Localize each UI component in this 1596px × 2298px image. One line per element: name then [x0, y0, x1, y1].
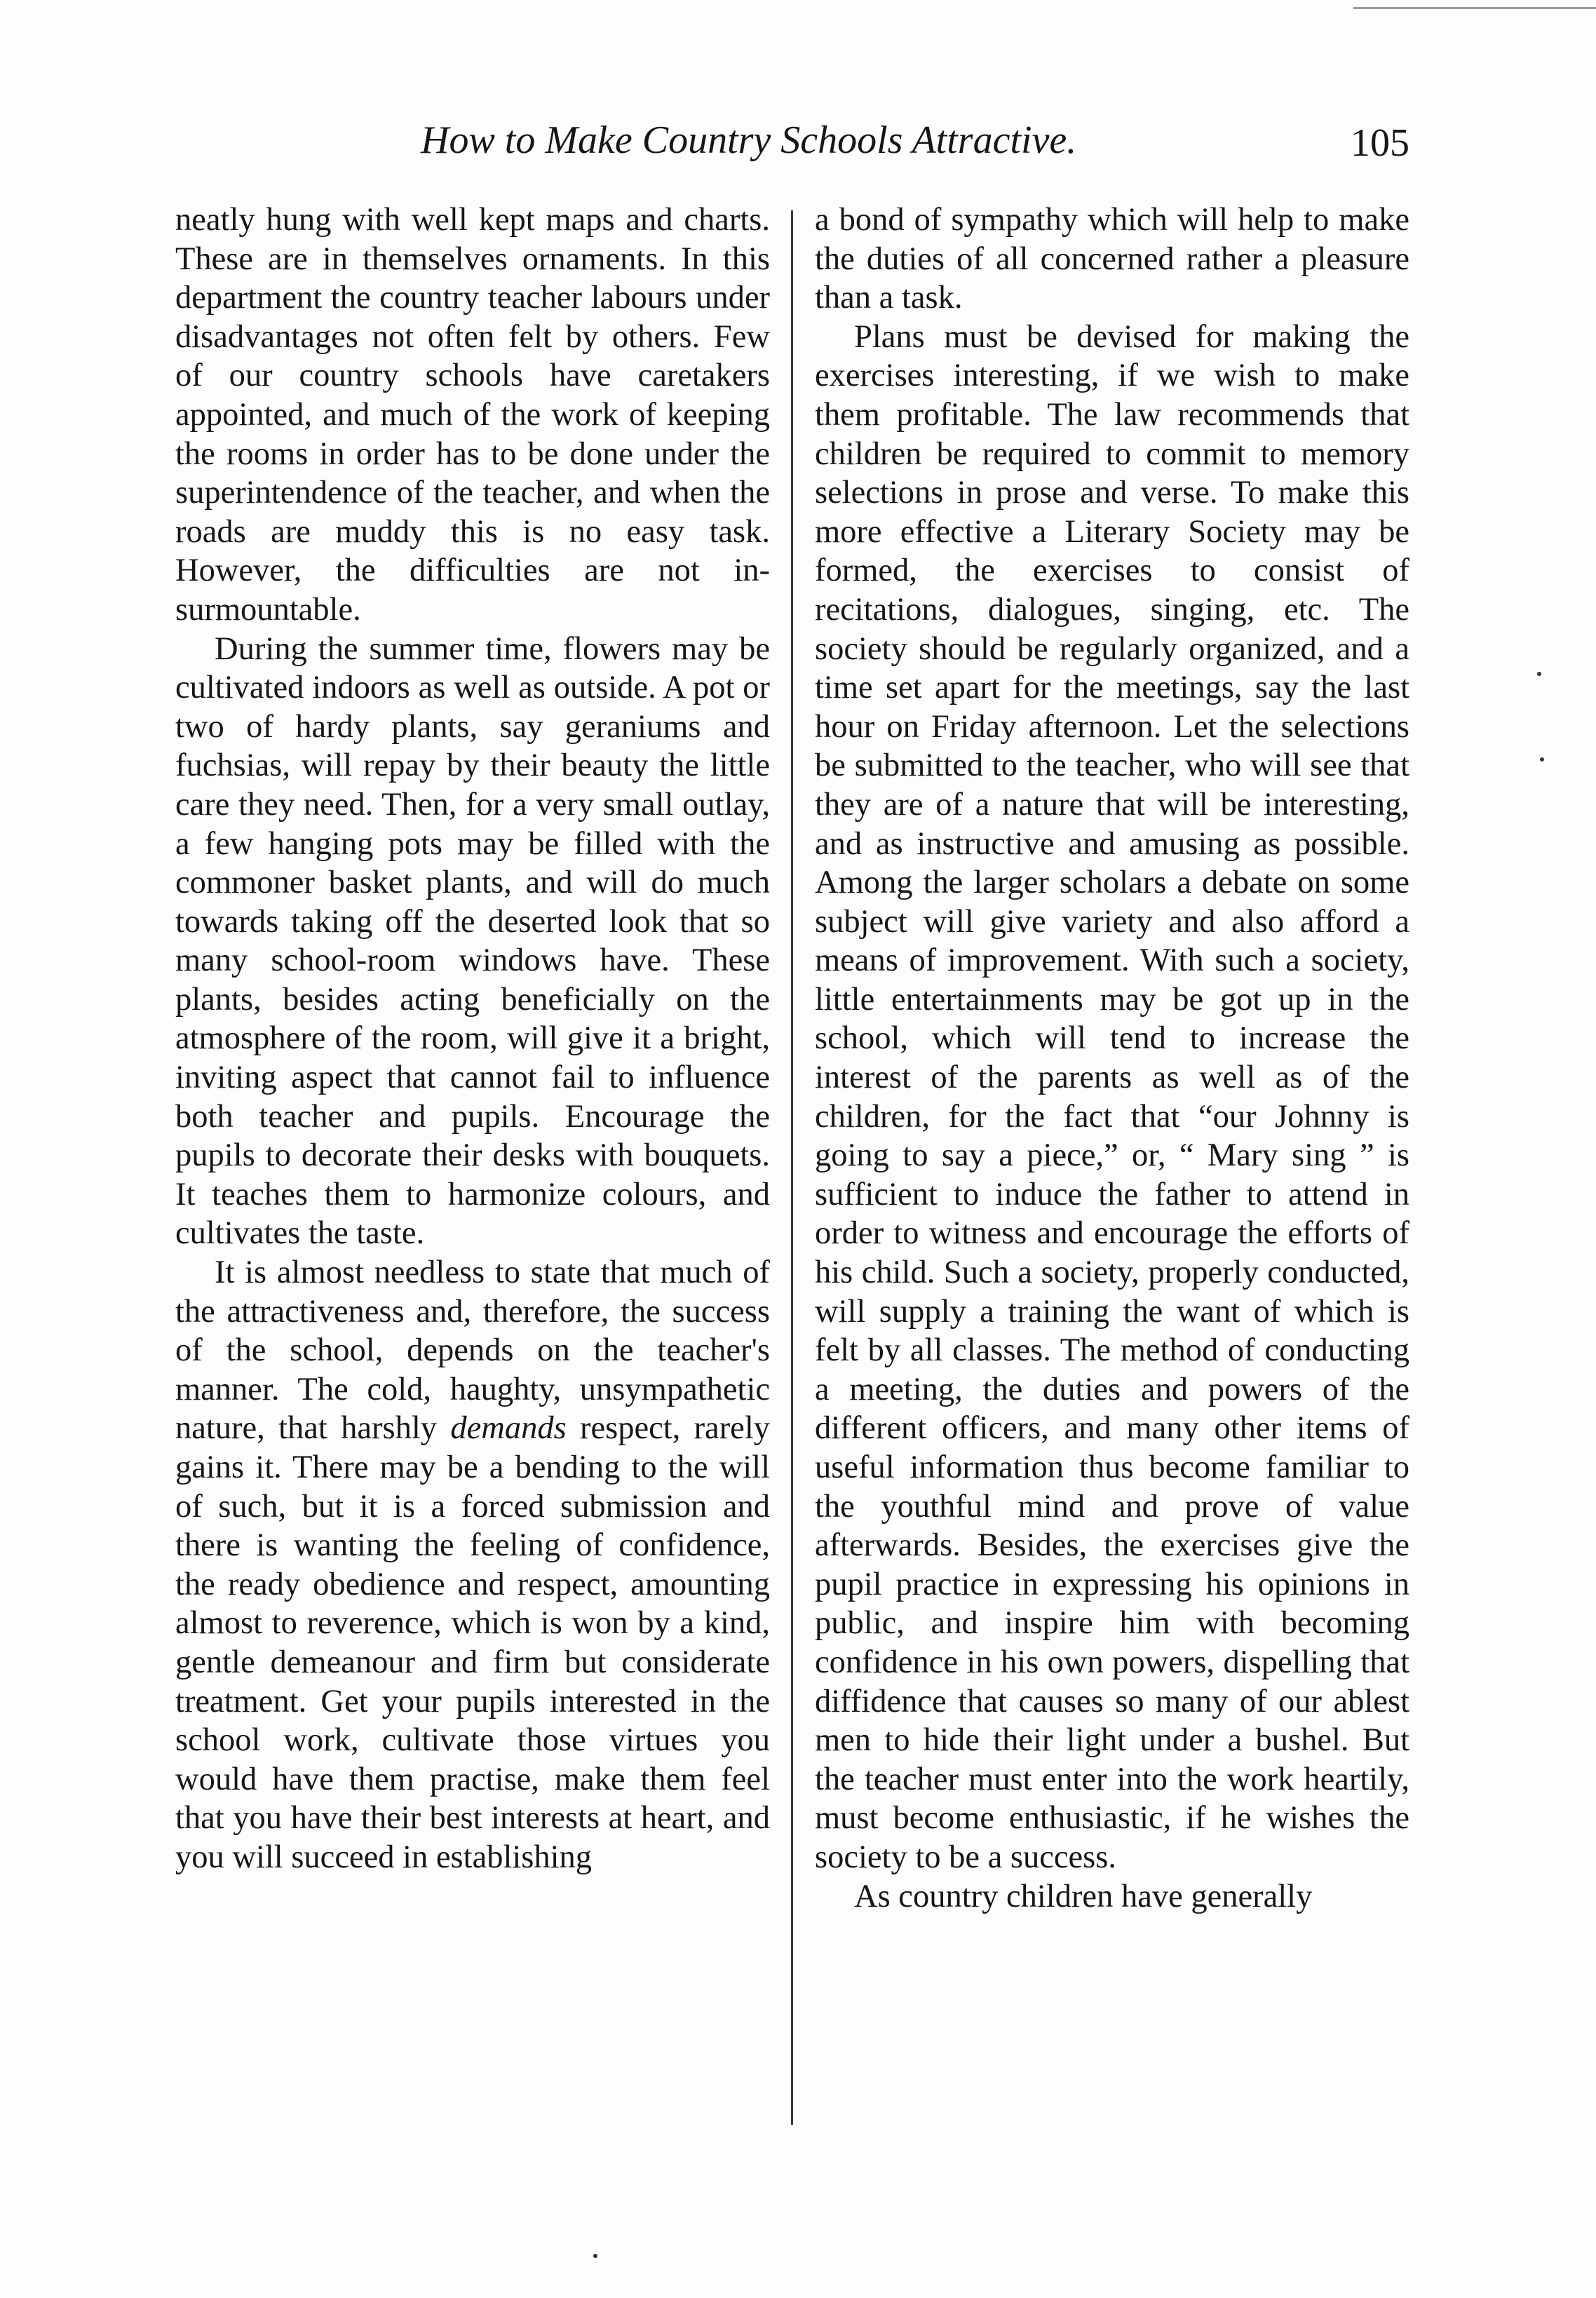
right-column	[815, 201, 1409, 1916]
paragraph: a bond of sympathy which will help to make the duties of all concerned rather a pleasure than a task.	[815, 202, 1409, 316]
paragraph: neatly hung with well kept maps and charts. These are in themselves ornaments. In this department the country teacher labours under disadvantages not often felt by others. Few of our country schools have caretakers appointed, and much of the work of keeping the rooms in order has to be done under the superintendence of the teacher, and when the roads are muddy this is no easy task. However, the difficulties are not insurmountable.	[175, 202, 770, 628]
emphasized-word: demands	[450, 1410, 567, 1447]
ink-speck	[1540, 757, 1544, 762]
paragraph-text: respect, rarely gains it. There may be a bending to the will of such, but it is a forced submission and there is wanting the feeling of confidence, the ready obedience and respect, amounting almost to reverence, which is won by a kind, gentle demeanour and firm but considerate treatment. Get your pupils interested in the school work, cultivate those virtues you would have them practise, make them feel that you have their best interests at heart, and you will succeed in establishing	[175, 1410, 770, 1875]
column-divider	[791, 210, 793, 2125]
paragraph: As country children have generally	[854, 1878, 1313, 1914]
paragraph: During the summer time, flowers may be cultivated indoors as well as outside. A pot or two of hardy plants, say geraniums and fuchsias, will repay by their beauty the little care they need. Then, for a very small outlay, a few hanging pots may be filled with the commoner basket plants, and will do much towards taking off the deserted look that so many school-room windows have. These plants, besides acting beneficially on the atmosphere of the room, will give it a bright, inviting aspect that cannot fail to influence both teacher and pupils. Encourage the pupils to decorate their desks with bouquets. It teaches them to harmonize colours, and cultivates the taste.	[175, 630, 770, 1252]
paragraph: Plans must be devised for making the exercises interesting, if we wish to make them profitable. The law recommends that children be required to commit to memory selections in prose and verse. To make this more effective a Literary Society may be formed, the exercises to consist of recitations, dialogues, singing, etc. The society should be regularly organized, and a time set apart for the meetings, say the last hour on Friday afternoon. Let the selections be submitted to the teacher, who will see that they are of a nature that will be interesting, and as instructive and amusing as possible. Among the larger scholars a debate on some subject will give variety and also afford a means of improvement. With such a society, little entertainments may be got up in the school, which will tend to increase the interest of the parents as well as of the children, for the fact that “our Johnny is going to say a piece,” or, “ Mary sing ” is sufficient to induce the father to attend in order to witness and encourage the efforts of his child. Such a society, properly conducted, will supply a training the want of which is felt by all classes. The method of conducting a meeting, the duties and powers of the different officers, and many other items of useful information thus become familiar to the youthful mind and prove of value afterwards. Besides, the exercises give the pupil practice in expressing his opinions in public, and inspire him with becoming confidence in his own powers, dispelling that diffidence that causes so many of our ablest men to hide their light under a bushel. But the teacher must enter into the work heartily, must become enthusiastic, if he wishes the society to be a success.	[815, 318, 1409, 1875]
page-number: 105	[1351, 121, 1409, 165]
left-column	[175, 201, 770, 1877]
running-title: How to Make Country Schools Attractive.	[421, 119, 1077, 162]
paragraph	[175, 1253, 770, 1877]
paragraph-text: It is almost needless to state that much of the attractiveness and, therefore, the success of the school, depends on the teacher's manner. The cold, haughty, unsympathetic nature, that harshly	[175, 1255, 770, 1447]
ink-speck	[1537, 672, 1541, 676]
top-edge-rule	[1353, 7, 1596, 9]
page-header	[393, 118, 1409, 177]
ink-speck	[593, 2254, 597, 2258]
